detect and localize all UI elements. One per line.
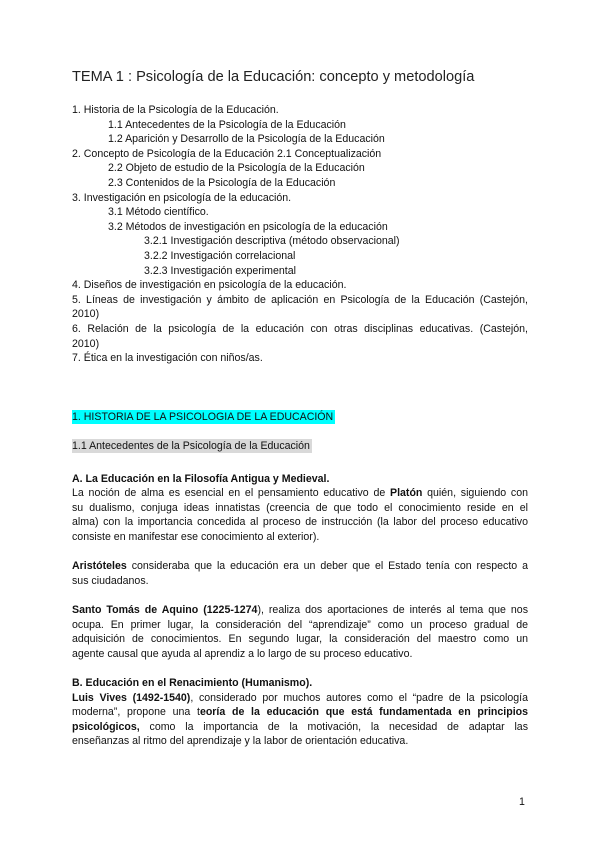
text: La noción de alma es esencial en el pensamiento educativo de bbox=[72, 487, 391, 500]
text-line bbox=[72, 734, 528, 749]
text-line bbox=[72, 632, 528, 647]
paragraph bbox=[72, 603, 528, 661]
document-title: TEMA 1 : Psicología de la Educación: concepto y metodología bbox=[72, 69, 475, 85]
text-line bbox=[72, 559, 528, 574]
toc-item: 3.2.3 Investigación experimental bbox=[144, 264, 296, 277]
toc-item: 3.2.1 Investigación descriptiva (método observacional) bbox=[144, 235, 400, 248]
bold-text: Aristóteles bbox=[72, 560, 127, 573]
toc-item: 2010) bbox=[72, 337, 100, 350]
subheading bbox=[72, 676, 528, 691]
table-of-contents bbox=[72, 103, 528, 366]
toc-item: 3.1 Método científico. bbox=[108, 206, 209, 219]
subsection-heading: 1.1 Antecedentes de la Psicología de la Educación bbox=[72, 440, 310, 452]
toc-item: 6. Relación de la psicología de la educación con otras disciplinas educativas. (Castejón, bbox=[72, 322, 528, 335]
bold-text: Platón bbox=[390, 487, 423, 500]
text-line bbox=[72, 691, 528, 706]
bold-text: A. La Educación en la Filosofía Antigua y Medieval. bbox=[72, 472, 330, 485]
page-number: 1 bbox=[519, 796, 525, 808]
text-line bbox=[72, 720, 528, 735]
toc-item: 2.2 Objeto de estudio de la Psicología de la Educación bbox=[108, 162, 365, 175]
text: quién, siguiendo con bbox=[422, 487, 528, 500]
text: alma) con la importancia concedida al proceso de instrucción (la labor del proceso educativo bbox=[72, 516, 528, 529]
toc-item: 1. Historia de la Psicología de la Educación. bbox=[72, 104, 279, 116]
text-line bbox=[72, 472, 528, 487]
text: consideraba que la educación era un deber que el Estado tenía con respecto a bbox=[126, 560, 528, 573]
text: como la importancia de la motivación, la necesidad de adaptar las bbox=[139, 720, 528, 733]
text: adquisición de conocimientos. En segundo lugar, la consideración del maestro como un bbox=[72, 633, 528, 646]
bold-text: psicológicos, bbox=[72, 720, 140, 733]
text-line bbox=[72, 705, 528, 720]
text-line bbox=[72, 486, 528, 501]
text: su dualismo, conjuga ideas innatistas (creencia de que todo el conocimiento reside en el bbox=[72, 501, 528, 514]
text-line bbox=[72, 530, 528, 545]
bold-text: Luis Vives (1492-1540) bbox=[72, 691, 191, 704]
bold-text: Santo Tomás de Aquino (1225-1274 bbox=[72, 603, 258, 616]
text: enseñanzas al ritmo del aprendizaje y la labor de orientación educativa. bbox=[72, 735, 409, 748]
text-line bbox=[72, 603, 528, 618]
toc-item: 5. Líneas de investigación y ámbito de aplicación en Psicología de la Educación (Castejón, bbox=[72, 293, 528, 306]
text: agente causal que ayuda al aprendiz a lo largo de su proceso educativo. bbox=[72, 647, 413, 660]
text: consiste en manifestar ese conocimiento al exterior). bbox=[72, 530, 320, 543]
toc-item: 1.2 Aparición y Desarrollo de la Psicología de la Educación bbox=[108, 133, 385, 146]
subheading bbox=[72, 472, 528, 487]
paragraph bbox=[72, 559, 528, 588]
toc-item: 3.2 Métodos de investigación en psicología de la educación bbox=[108, 220, 388, 233]
toc-item: 2.3 Contenidos de la Psicología de la Educación bbox=[108, 176, 336, 189]
document-body bbox=[72, 457, 528, 749]
section-heading: 1. HISTORIA DE LA PSICOLOGIA DE LA EDUCACIÓN bbox=[72, 411, 334, 423]
text-line bbox=[72, 618, 528, 633]
text-line bbox=[72, 574, 528, 589]
toc-item: 1.1 Antecedentes de la Psicología de la Educación bbox=[108, 118, 346, 131]
bold-text: B. Educación en el Renacimiento (Humanismo). bbox=[72, 676, 313, 689]
paragraph bbox=[72, 486, 528, 544]
toc-item: 4. Diseños de investigación en psicología de la educación. bbox=[72, 279, 347, 292]
toc-item: 2010) bbox=[72, 308, 100, 321]
text-line bbox=[72, 676, 528, 691]
toc-item: 3.2.2 Investigación correlacional bbox=[144, 249, 296, 262]
text-line bbox=[72, 515, 528, 530]
text-line bbox=[72, 501, 528, 516]
bold-text: eoría de la educación que está fundamentada en principios bbox=[199, 706, 528, 719]
toc-item: 2. Concepto de Psicología de la Educación 2.1 Conceptualización bbox=[72, 147, 382, 160]
text: ocupa. En primer lugar, la consideración del “aprendizaje” como un proceso gradual de bbox=[72, 618, 528, 631]
text: , considerado por muchos autores como el “padre de la psicología bbox=[190, 691, 528, 704]
text: moderna”, propone una t bbox=[72, 706, 200, 719]
toc-item: 7. Ética en la investigación con niños/as. bbox=[72, 352, 263, 365]
text: ), realiza dos aportaciones de interés al tema que nos bbox=[257, 603, 528, 616]
toc-item: 3. Investigación en psicología de la educación. bbox=[72, 191, 292, 204]
text: sus ciudadanos. bbox=[72, 574, 149, 587]
text-line bbox=[72, 647, 528, 662]
paragraph bbox=[72, 691, 528, 749]
